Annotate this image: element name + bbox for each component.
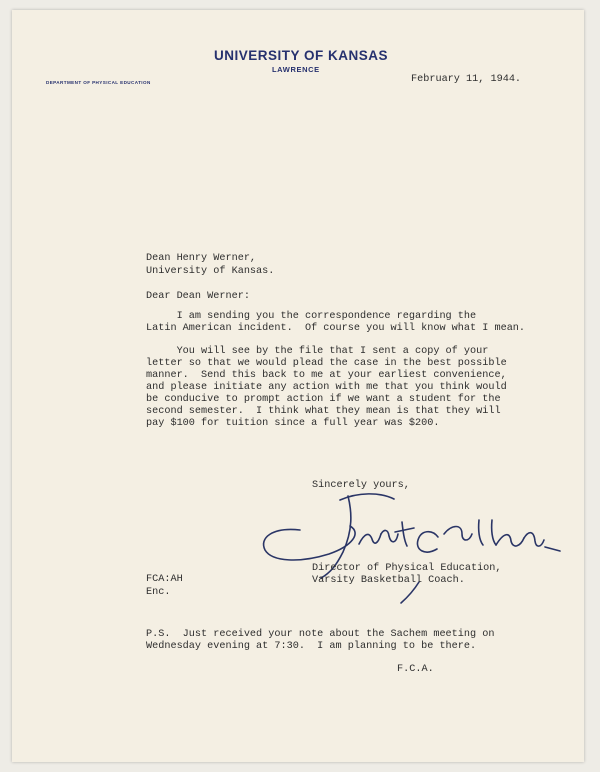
body-line: manner. Send this back to me at your earliest convenience, bbox=[146, 370, 507, 381]
letterhead-institution: UNIVERSITY OF KANSAS bbox=[214, 48, 389, 63]
letterhead-city: LAWRENCE bbox=[272, 65, 320, 74]
body-line: second semester. I think what they mean is that they will bbox=[146, 406, 501, 417]
enclosure-note: Enc. bbox=[146, 587, 171, 598]
body-line: be conducive to prompt action if we want a student for the bbox=[146, 394, 501, 405]
recipient-institution: University of Kansas. bbox=[146, 266, 275, 277]
postscript-line: Wednesday evening at 7:30. I am planning to be there. bbox=[146, 641, 477, 652]
body-line: letter so that we would plead the case in the best possible bbox=[146, 358, 507, 369]
closing: Sincerely yours, bbox=[312, 480, 410, 491]
salutation: Dear Dean Werner: bbox=[146, 291, 250, 302]
signer-title-line: Varsity Basketball Coach. bbox=[312, 575, 465, 586]
postscript-initials: F.C.A. bbox=[397, 664, 434, 675]
body-line: I am sending you the correspondence regarding the bbox=[146, 311, 477, 322]
body-line: pay $100 for tuition since a full year was $200. bbox=[146, 418, 440, 429]
signer-title-line: Director of Physical Education, bbox=[312, 563, 502, 574]
letter-date: February 11, 1944. bbox=[411, 74, 522, 85]
letterhead-department: DEPARTMENT OF PHYSICAL EDUCATION bbox=[46, 80, 151, 85]
body-line: Latin American incident. Of course you will know what I mean. bbox=[146, 323, 526, 334]
body-line: and please initiate any action with me that you think would bbox=[146, 382, 507, 393]
reference-initials: FCA:AH bbox=[146, 574, 183, 585]
postscript-line: P.S. Just received your note about the Sachem meeting on bbox=[146, 629, 495, 640]
body-line: You will see by the file that I sent a copy of your bbox=[146, 346, 489, 357]
recipient-name: Dean Henry Werner, bbox=[146, 253, 257, 264]
